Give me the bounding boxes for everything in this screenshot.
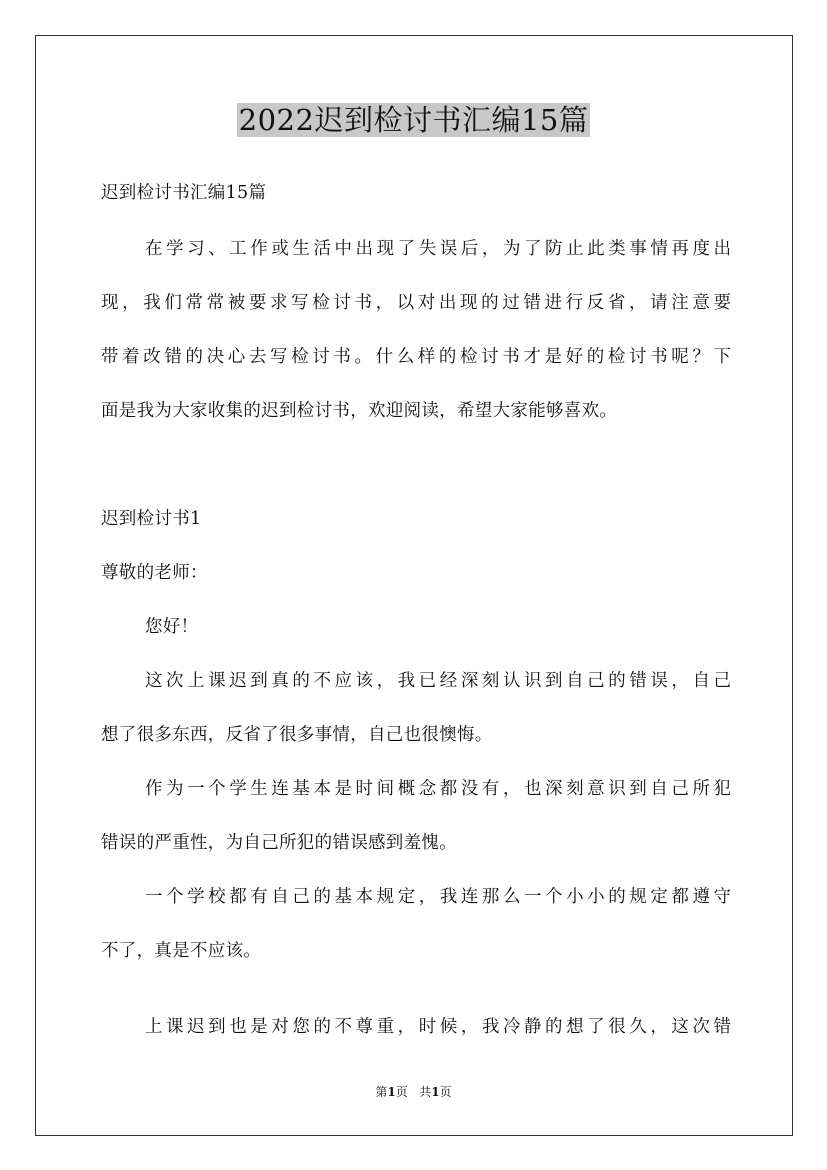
document-title [0, 100, 827, 140]
body-line-1: 这次上课迟到真的不应该，我已经深刻认识到自己的错误，自己 [145, 671, 731, 691]
body-line-5: 一个学校都有自己的基本规定，我连那么一个小小的规定都遵守 [145, 887, 731, 907]
footer-total-prefix: 共 [419, 1085, 432, 1099]
intro-line-2: 现，我们常常被要求写检讨书，以对出现的过错进行反省，请注意要 [101, 293, 731, 313]
body-line-6: 不了，真是不应该。 [101, 941, 262, 961]
document-title-text: 2022迟到检讨书汇编15篇 [238, 103, 589, 137]
intro-line-1: 在学习、工作或生活中出现了失误后，为了防止此类事情再度出 [145, 239, 731, 259]
document-subtitle: 迟到检讨书汇编15篇 [101, 183, 267, 203]
body-line-7: 上课迟到也是对您的不尊重，时候，我冷静的想了很久，这次错 [145, 1017, 731, 1037]
body-line-2: 想了很多东西，反省了很多事情，自己也很懊悔。 [101, 725, 493, 745]
footer-total-number: 1 [431, 1085, 440, 1099]
footer-page-prefix: 第 [375, 1085, 388, 1099]
page-footer [0, 1084, 827, 1100]
body-line-4: 错误的严重性，为自己所犯的错误感到羞愧。 [101, 833, 457, 853]
footer-page-number: 1 [387, 1085, 396, 1099]
footer-page-unit: 页 [395, 1085, 408, 1099]
footer-total-unit: 页 [439, 1085, 452, 1099]
section-heading: 迟到检讨书1 [101, 509, 202, 529]
intro-line-3: 带着改错的决心去写检讨书。什么样的检讨书才是好的检讨书呢？下 [101, 347, 731, 367]
greeting: 您好！ [145, 617, 199, 637]
salutation: 尊敬的老师： [101, 563, 208, 583]
body-line-3: 作为一个学生连基本是时间概念都没有，也深刻意识到自己所犯 [145, 779, 731, 799]
intro-line-4: 面是我为大家收集的迟到检讨书，欢迎阅读，希望大家能够喜欢。 [101, 401, 618, 421]
